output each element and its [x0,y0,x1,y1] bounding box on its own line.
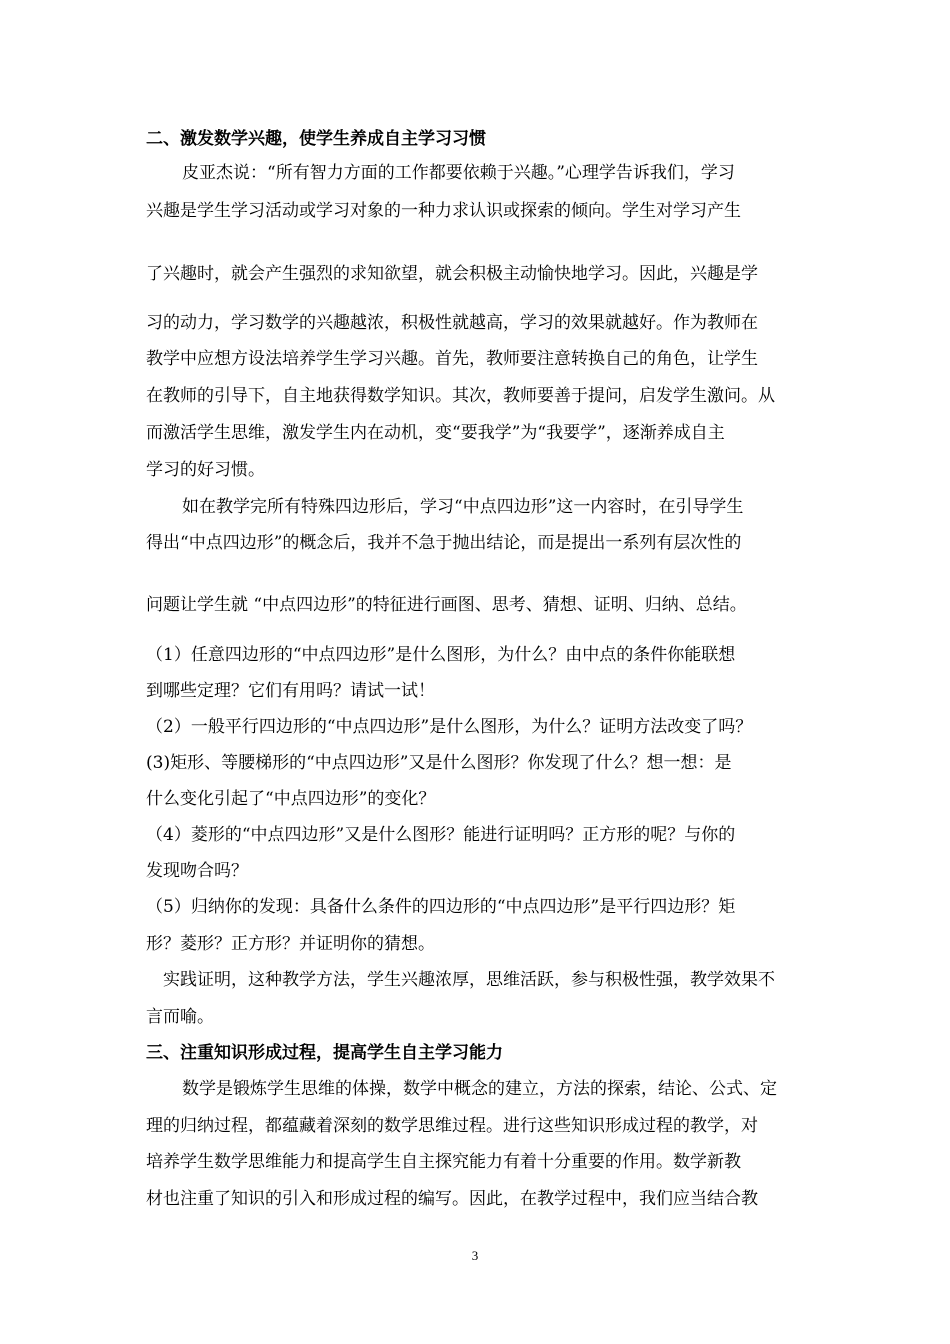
question-line: 形？菱形？正方形？并证明你的猜想。 [146,934,435,954]
paragraph-line: 实践证明，这种教学方法，学生兴趣浓厚，思维活跃，参与积极性强，教学效果不 [163,970,775,990]
paragraph-line: 材也注重了知识的引入和形成过程的编写。因此，在教学过程中，我们应当结合教 [146,1189,758,1209]
section-heading-3: 三、注重知识形成过程，提高学生自主学习能力 [146,1043,503,1063]
paragraph-line: 理的归纳过程，都蕴藏着深刻的数学思维过程。进行这些知识形成过程的教学，对 [146,1116,758,1136]
paragraph-line: 兴趣是学生学习活动或学习对象的一种力求认识或探索的倾向。学生对学习产生 [146,201,741,221]
paragraph-line: 数学是锻炼学生思维的体操，数学中概念的建立，方法的探索，结论、公式、定 [182,1079,777,1099]
paragraph-line: 教学中应想方设法培养学生学习兴趣。首先，教师要注意转换自己的角色，让学生 [146,349,758,369]
paragraph-line: 习的动力，学习数学的兴趣越浓，积极性就越高，学习的效果就越好。作为教师在 [146,313,758,333]
paragraph-line: 培养学生数学思维能力和提高学生自主探究能力有着十分重要的作用。数学新教 [146,1152,741,1172]
question-line: （5）归纳你的发现：具备什么条件的四边形的“中点四边形”是平行四边形？矩 [146,897,736,917]
question-line: 发现吻合吗？ [146,861,248,881]
paragraph-line: 言而喻。 [146,1007,214,1027]
page-number: 3 [471,1248,479,1263]
paragraph-line: 学习的好习惯。 [146,460,265,480]
paragraph-line: 而激活学生思维，激发学生内在动机，变“要我学”为“我要学”，逐渐养成自主 [146,423,725,443]
paragraph-line: 在教师的引导下，自主地获得数学知识。其次，教师要善于提问，启发学生激问。从 [146,386,775,406]
paragraph-line: 了兴趣时，就会产生强烈的求知欲望，就会积极主动愉快地学习。因此，兴趣是学 [146,264,758,284]
question-line: 什么变化引起了“中点四边形”的变化？ [146,789,436,809]
section-heading-2: 二、激发数学兴趣，使学生养成自主学习习惯 [146,129,486,149]
paragraph-line: 得出“中点四边形”的概念后，我并不急于抛出结论，而是提出一系列有层次性的 [146,533,742,553]
question-line: 到哪些定理？它们有用吗？请试一试！ [146,681,435,701]
paragraph-line: 皮亚杰说：“所有智力方面的工作都要依赖于兴趣。”心理学告诉我们，学习 [182,163,735,183]
question-line: （2）一般平行四边形的“中点四边形”是什么图形，为什么？证明方法改变了吗？ [146,717,753,737]
paragraph-line: 问题让学生就 “中点四边形”的特征进行画图、思考、猜想、证明、归纳、总结。 [146,595,747,615]
paragraph-line: 如在教学完所有特殊四边形后，学习“中点四边形”这一内容时，在引导学生 [182,497,744,517]
question-line: （4）菱形的“中点四边形”又是什么图形？能进行证明吗？正方形的呢？与你的 [146,825,736,845]
question-line: （1）任意四边形的“中点四边形”是什么图形，为什么？由中点的条件你能联想 [146,645,736,665]
question-line: (3)矩形、等腰梯形的“中点四边形”又是什么图形？你发现了什么？想一想：是 [146,753,732,773]
